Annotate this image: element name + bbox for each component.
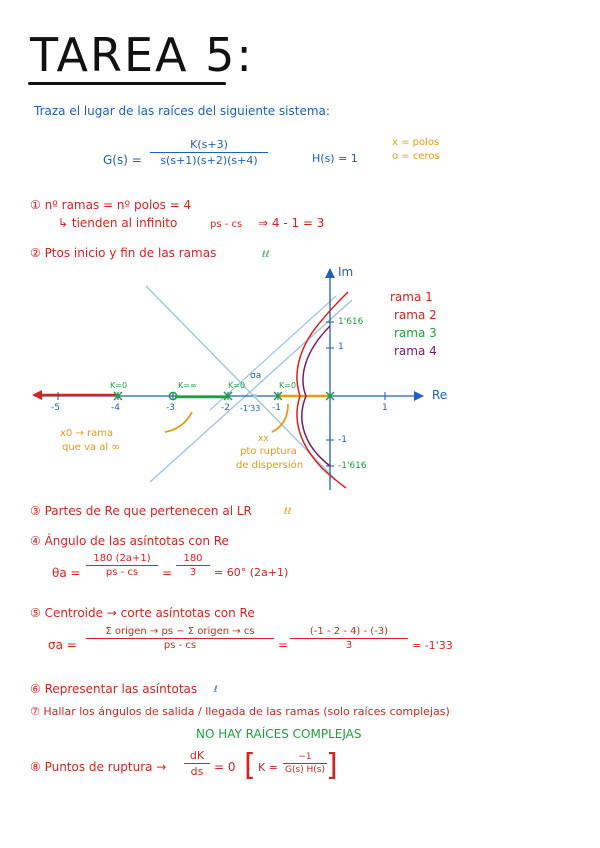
real-axis-arrow xyxy=(414,391,424,401)
branch-rama4-down xyxy=(302,396,330,466)
intro-text: Traza el lugar de las raíces del siguiente sistema: xyxy=(34,104,330,118)
step4-result: = 60° (2a+1) xyxy=(214,566,289,579)
legend-poles: x = polos xyxy=(392,137,440,148)
centroid-label: -1'33 xyxy=(240,404,261,413)
axis-re-label: Re xyxy=(432,388,448,402)
step8-k-num: −1 xyxy=(283,752,327,764)
step5-num: Σ origen → ps − Σ origen → cs xyxy=(86,626,274,639)
step4-heading: ④ Ángulo de las asíntotas con Re xyxy=(30,534,229,548)
note-left-arrow xyxy=(165,412,192,432)
step5-den2: 3 xyxy=(345,640,353,651)
step8-bracket-open: [ xyxy=(244,748,256,783)
step4-den2: 3 xyxy=(189,567,197,578)
legend-rama2: rama 2 xyxy=(394,308,437,322)
branch-rama1-arrow xyxy=(32,390,42,400)
step2-heading: ② Ptos inicio y fin de las ramas xyxy=(30,246,217,260)
step5-lhs: σa = xyxy=(48,638,77,652)
k-label-neg4: K=0 xyxy=(110,381,128,390)
step7-note: NO HAY RAÍCES COMPLEJAS xyxy=(196,727,362,741)
k-label-neg2: K=0 xyxy=(228,381,246,390)
note-left-line1: x0 → rama xyxy=(60,428,114,439)
step5-num2: (-1 - 2 - 4) - (-3) xyxy=(290,626,408,639)
legend-rama4: rama 4 xyxy=(394,344,437,358)
step1-line2: ↳ tienden al infinito xyxy=(58,216,178,230)
step8-frac-num: dK xyxy=(184,749,210,764)
step1-line1: ① nº ramas = nº polos = 4 xyxy=(30,198,192,212)
note-right-line1: xx xyxy=(258,434,269,444)
step5-frac2 xyxy=(290,626,408,651)
legend-rama3: rama 3 xyxy=(394,326,437,340)
step1-result: ⇒ 4 - 1 = 3 xyxy=(258,216,325,230)
asymptote-line-3 xyxy=(210,296,336,410)
centroid-point xyxy=(253,394,257,398)
k-label-zero: K=∞ xyxy=(178,381,197,390)
x-tick-neg2: -2 xyxy=(221,403,230,413)
note-left-line2: que va al ∞ xyxy=(62,442,120,453)
k-label-neg1: K=0 xyxy=(279,381,297,390)
step4-num1: 180 (2a+1) xyxy=(86,553,158,566)
legend-rama1: rama 1 xyxy=(390,290,433,304)
step8-frac-den: ds xyxy=(190,765,204,778)
g-lhs: G(s) = xyxy=(103,153,142,167)
step8-eq: = 0 xyxy=(214,760,236,774)
im-tick-neg1: -1 xyxy=(338,435,347,445)
branch-rama4-up xyxy=(303,326,330,396)
x-tick-neg3: -3 xyxy=(166,403,175,413)
sigma-label: σa xyxy=(250,371,262,381)
step4-eq: = xyxy=(162,566,173,580)
step3-heading: ③ Partes de Re que pertenecen al LR xyxy=(30,504,252,518)
step5-den: ps - cs xyxy=(163,640,197,651)
x-tick-neg4: -4 xyxy=(111,403,120,413)
step3-marker: ℓℓ xyxy=(284,507,292,517)
page-title: TAREA 5: xyxy=(30,28,254,82)
imag-axis-arrow xyxy=(325,268,335,278)
step8-k: K = xyxy=(258,761,278,774)
step8-k-frac xyxy=(283,752,327,775)
x-tick-neg5: -5 xyxy=(51,403,60,413)
step8-k-den: G(s) H(s) xyxy=(284,765,326,775)
step4-num2: 180 xyxy=(176,553,210,566)
step5-eq: = xyxy=(278,638,289,652)
x-tick-neg1: -1 xyxy=(272,403,281,413)
step1-pc: ps - cs xyxy=(210,219,243,230)
step8-bracket-close: ] xyxy=(326,748,338,783)
axis-im-label: Im xyxy=(338,265,354,279)
legend-zeros: o = ceros xyxy=(392,151,440,162)
g-numerator: K(s+3) xyxy=(150,138,268,153)
step6-marker: ℓ xyxy=(214,685,218,695)
h-function: H(s) = 1 xyxy=(312,152,358,165)
step5-result: = -1'33 xyxy=(412,639,453,652)
note-right-line2: pto ruptura xyxy=(240,446,297,457)
step8-heading: ⑧ Puntos de ruptura → xyxy=(30,760,167,774)
im-tick-1616: 1'616 xyxy=(338,317,364,327)
g-denominator: s(s+1)(s+2)(s+4) xyxy=(160,154,258,167)
step6-heading: ⑥ Representar las asíntotas xyxy=(30,682,198,696)
im-tick-neg1616: -1'616 xyxy=(338,461,367,471)
step7-heading: ⑦ Hallar los ángulos de salida / llegada de las ramas (solo raíces complejas) xyxy=(30,705,450,718)
im-tick-1: 1 xyxy=(338,342,344,352)
step4-frac2 xyxy=(176,553,210,578)
step8-frac xyxy=(184,749,210,778)
step5-frac1 xyxy=(86,626,274,651)
x-tick-1: 1 xyxy=(382,403,388,413)
step4-frac1 xyxy=(86,553,158,578)
step2-marker: ℓℓ xyxy=(262,250,270,260)
step5-heading: ⑤ Centroide → corte asíntotas con Re xyxy=(30,606,255,620)
step4-lhs: θa = xyxy=(52,566,81,580)
note-right-line3: de dispersión xyxy=(236,460,304,471)
step4-den1: ps - cs xyxy=(105,567,139,578)
